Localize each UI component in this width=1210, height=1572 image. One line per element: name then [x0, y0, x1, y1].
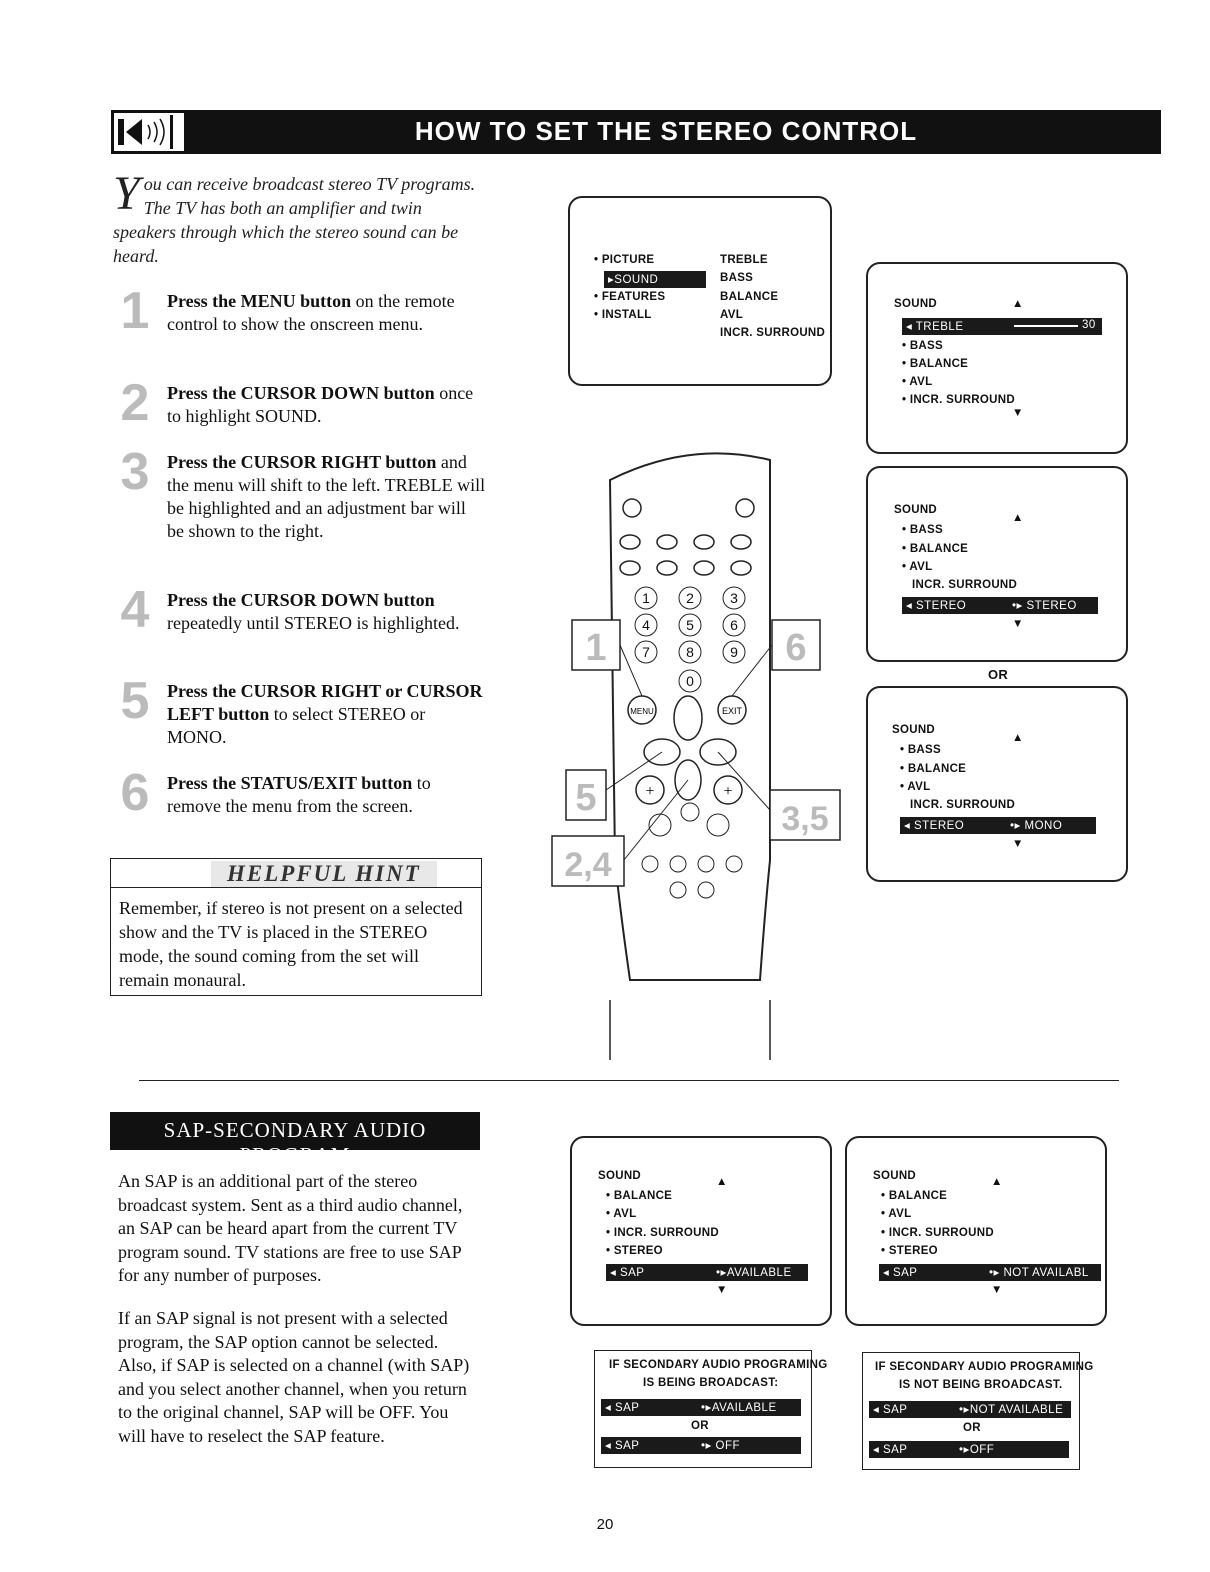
- step-action: Press the MENU button: [167, 291, 352, 311]
- menu-item-picture: • PICTURE: [594, 254, 655, 266]
- or-label: OR: [963, 1422, 981, 1434]
- screen-title: SOUND: [598, 1170, 642, 1182]
- sap-title: SAP-SECONDARY AUDIO PROGRAM: [163, 1118, 427, 1167]
- step-number: 4: [120, 581, 150, 639]
- submenu-incr-surround: INCR. SURROUND: [720, 327, 826, 339]
- scroll-down-icon: ▼: [1012, 618, 1024, 630]
- msg-line-2: IS NOT BEING BROADCAST.: [899, 1379, 1063, 1391]
- step-3: [112, 443, 487, 543]
- step-number: 5: [120, 672, 150, 730]
- step-detail: once to highlight SOUND.: [167, 383, 474, 426]
- or-label: OR: [988, 667, 1009, 682]
- item-avl: • AVL: [900, 781, 931, 793]
- menu-item-install: • INSTALL: [594, 309, 652, 321]
- item-balance: • BALANCE: [881, 1190, 948, 1202]
- digit-6: 6: [730, 617, 738, 633]
- scroll-up-icon: ▲: [716, 1176, 728, 1188]
- page-number: 20: [596, 1516, 614, 1533]
- item-avl: • AVL: [902, 376, 933, 388]
- step-detail: and the menu will shift to the left. TREBLE will be highlighted and an adjustment bar will be shown to the right.: [167, 452, 486, 541]
- tv-screen-mono: [866, 686, 1128, 882]
- hint-title: HELPFUL HINT: [211, 861, 437, 887]
- screen-title: SOUND: [873, 1170, 917, 1182]
- item-avl: • AVL: [902, 561, 933, 573]
- svg-text:+: +: [723, 783, 733, 800]
- item-bass: • BASS: [902, 340, 943, 352]
- item-incr-surround: • INCR. SURROUND: [902, 394, 1015, 406]
- scroll-up-icon: ▲: [991, 1176, 1003, 1188]
- digit-2: 2: [686, 590, 694, 606]
- scroll-up-icon: ▲: [1012, 512, 1024, 524]
- step-detail: to select STEREO or MONO.: [167, 704, 426, 747]
- digit-8: 8: [686, 644, 694, 660]
- digit-9: 9: [730, 644, 738, 660]
- step-number: 6: [120, 764, 150, 822]
- scroll-up-icon: ▲: [1012, 298, 1024, 310]
- hint-text: Remember, if stereo is not present on a selected show and the TV is placed in the STEREO mode, the sound coming from the set will remain monaural.: [119, 898, 463, 990]
- callout-2-4: 2,4: [564, 846, 612, 884]
- callout-3-5: 3,5: [781, 800, 829, 838]
- screen-title: SOUND: [894, 504, 938, 516]
- submenu-avl: AVL: [720, 309, 744, 321]
- title-bar: [111, 110, 1161, 154]
- scroll-down-icon: ▼: [1012, 838, 1024, 850]
- adjustment-bar: [1014, 325, 1078, 327]
- digit-1: 1: [642, 590, 650, 606]
- svg-text:+: +: [645, 783, 655, 800]
- callout-1: 1: [585, 627, 607, 669]
- item-balance: • BALANCE: [902, 358, 969, 370]
- step-number: 2: [120, 374, 150, 432]
- treble-highlight: ◂ TREBLE 30: [902, 318, 1102, 335]
- helpful-hint-box: [110, 858, 482, 996]
- item-stereo: • STEREO: [881, 1245, 938, 1257]
- item-incr-surround: INCR. SURROUND: [910, 799, 1016, 811]
- item-avl: • AVL: [606, 1208, 637, 1220]
- digit-7: 7: [642, 644, 650, 660]
- intro-text: ou can receive broadcast stereo TV programs. The TV has both an amplifier and twin speakers through which the stereo sound can be heard.: [113, 174, 476, 266]
- menu-item-sound-highlight: ▸SOUND: [604, 271, 706, 288]
- section-divider: [139, 1080, 1119, 1081]
- digit-0: 0: [686, 673, 694, 689]
- screen-title: SOUND: [892, 724, 936, 736]
- step-detail: repeatedly until STEREO is highlighted.: [167, 613, 460, 633]
- page-title: HOW TO SET THE STEREO CONTROL: [414, 116, 918, 146]
- exit-button-label: EXIT: [721, 706, 743, 716]
- item-balance: • BALANCE: [900, 763, 967, 775]
- step-number: 3: [120, 443, 150, 501]
- tv-screen-treble: [866, 262, 1128, 454]
- scroll-down-icon: ▼: [716, 1284, 728, 1296]
- digit-3: 3: [730, 590, 738, 606]
- tv-screen-sap-available: [570, 1136, 832, 1326]
- screen-title: SOUND: [894, 298, 938, 310]
- sap-available-bar: ◂ SAP •▸AVAILABLE: [601, 1399, 801, 1416]
- submenu-balance: BALANCE: [720, 291, 779, 303]
- step-5: [112, 672, 487, 749]
- item-incr-surround: INCR. SURROUND: [912, 579, 1018, 591]
- sap-not-broadcast-box: [862, 1352, 1094, 1470]
- step-6: [112, 764, 487, 822]
- tv-screen-main-menu: [568, 196, 832, 386]
- remote-control-illustration: [564, 440, 900, 1060]
- scroll-up-icon: ▲: [1012, 732, 1024, 744]
- step-number: 1: [120, 282, 150, 340]
- sap-title-bar: [110, 1112, 480, 1167]
- item-bass: • BASS: [902, 524, 943, 536]
- scroll-down-icon: ▼: [991, 1284, 1003, 1296]
- submenu-treble: TREBLE: [720, 254, 768, 266]
- menu-item-features: • FEATURES: [594, 291, 666, 303]
- step-action: Press the STATUS/EXIT button: [167, 773, 413, 793]
- drop-cap: Y: [113, 167, 140, 220]
- item-stereo: • STEREO: [606, 1245, 663, 1257]
- item-incr-surround: • INCR. SURROUND: [606, 1227, 719, 1239]
- item-avl: • AVL: [881, 1208, 912, 1220]
- item-balance: • BALANCE: [902, 543, 969, 555]
- callout-6: 6: [785, 627, 807, 669]
- digit-4: 4: [642, 617, 650, 633]
- step-action: Press the CURSOR DOWN button: [167, 590, 435, 610]
- menu-button-label: MENU: [630, 707, 654, 716]
- step-action: Press the CURSOR DOWN button: [167, 383, 435, 403]
- sap-paragraph-2: If an SAP signal is not present with a selected program, the SAP option cannot be selected. Also, if SAP is selected on a channel (with SAP) and you select another channel, when you return to the original channel, SAP will be OFF. You will have to reselect the SAP feature.: [118, 1308, 470, 1446]
- tv-screen-sap-not-available: [845, 1136, 1107, 1326]
- sap-not-available-bar: ◂ SAP •▸NOT AVAILABLE: [869, 1401, 1071, 1418]
- sap-broadcast-box: [594, 1350, 828, 1468]
- step-detail: on the remote control to show the onscreen menu.: [167, 291, 455, 334]
- digit-5: 5: [686, 617, 694, 633]
- sap-off-bar: ◂ SAP •▸OFF: [869, 1441, 1069, 1458]
- mono-highlight: ◂ STEREO •▸ MONO: [900, 817, 1096, 834]
- msg-line-2: IS BEING BROADCAST:: [643, 1377, 779, 1389]
- or-label: OR: [691, 1420, 709, 1432]
- item-bass: • BASS: [900, 744, 941, 756]
- callout-5: 5: [575, 777, 597, 819]
- step-4: [112, 581, 487, 639]
- sap-highlight: ◂ SAP •▸AVAILABLE: [606, 1264, 808, 1281]
- intro-paragraph: [113, 167, 483, 268]
- item-balance: • BALANCE: [606, 1190, 673, 1202]
- sap-off-bar: ◂ SAP •▸ OFF: [601, 1437, 801, 1454]
- msg-line-1: IF SECONDARY AUDIO PROGRAMING: [875, 1361, 1094, 1373]
- step-1: [112, 282, 487, 340]
- tv-screen-stereo: [866, 466, 1128, 662]
- scroll-down-icon: ▼: [1012, 407, 1024, 419]
- step-action: Press the CURSOR RIGHT button: [167, 452, 437, 472]
- step-2: [112, 374, 487, 432]
- sap-paragraph-1: An SAP is an additional part of the stereo broadcast system. Sent as a third audio channel, an SAP can be heard apart from the current TV program sound. TV stations are free to use SAP for any number of purposes.: [118, 1171, 463, 1285]
- submenu-bass: BASS: [720, 272, 754, 284]
- step-detail: to remove the menu from the screen.: [167, 773, 431, 816]
- item-incr-surround: • INCR. SURROUND: [881, 1227, 994, 1239]
- stereo-highlight: ◂ STEREO •▸ STEREO: [902, 597, 1098, 614]
- step-action: Press the CURSOR RIGHT or CURSOR LEFT button: [167, 681, 483, 724]
- sap-highlight: ◂ SAP •▸ NOT AVAILABL: [879, 1264, 1101, 1281]
- msg-line-1: IF SECONDARY AUDIO PROGRAMING: [609, 1359, 828, 1371]
